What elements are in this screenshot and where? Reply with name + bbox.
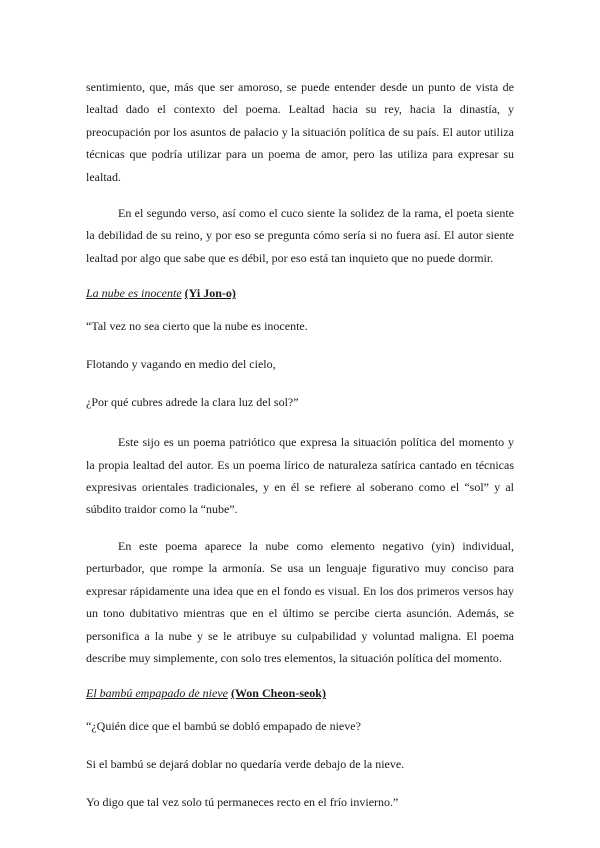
poem-verse: ¿Por qué cubres adrede la clara luz del sol?” <box>86 395 299 410</box>
poem-author: (Won Cheon-seok) <box>230 686 326 701</box>
body-paragraph: En el segundo verso, así como el cuco siente la solidez de la rama, el poeta siente la debilidad de su reino, y por eso se pregunta cómo sería si no fuera así. El autor siente lealtad por algo que sabe que es débil, por eso está tan inquieto que no puede dormir. <box>86 206 514 265</box>
body-paragraph: sentimiento, que, más que ser amoroso, se puede entender desde un punto de vista de lealtad dado el contexto del poema. Lealtad hacia su rey, hacia la dinastía, y preocupación por los asuntos de palacio y la situación política de su país. El autor utiliza técnicas que podría utilizar para un poema de amor, pero las utiliza para expresar su lealtad. <box>86 80 514 184</box>
document-body <box>86 76 514 831</box>
poem-verse: Si el bambú se dejará doblar no quedaría verde debajo de la nieve. <box>86 757 405 772</box>
poem-title: El bambú empapado de nieve <box>86 686 228 701</box>
body-paragraph: Este sijo es un poema patriótico que expresa la situación política del momento y la propia lealtad del autor. Es un poema lírico de naturaleza satírica cantado en técnicas expresivas orientales tradicionales, y en él se refiere al soberano como el “sol” y al súbdito traidor como la “nube”. <box>86 435 514 517</box>
poem-author: (Yi Jon-o) <box>184 286 236 301</box>
section-heading <box>86 283 514 303</box>
poem-verse: Yo digo que tal vez solo tú permaneces recto en el frío invierno.” <box>86 795 399 810</box>
poem-verse: Flotando y vagando en medio del cielo, <box>86 357 276 372</box>
poem-verse: “Tal vez no sea cierto que la nube es inocente. <box>86 319 308 334</box>
poem-verse: “¿Quién dice que el bambú se dobló empapado de nieve? <box>86 719 361 734</box>
poem-title: La nube es inocente <box>86 286 182 301</box>
section-heading <box>86 683 514 703</box>
body-paragraph: En este poema aparece la nube como elemento negativo (yin) individual, perturbador, que rompe la armonía. Se usa un lenguaje figurativo muy conciso para expresar rápidamente una idea que en el fondo es visual. En los dos primeros versos hay un tono dubitativo mientras que en el último se percibe cierta asunción. Además, se personifica a la nube y se le atribuye su culpabilidad y voluntad maligna. El poema describe muy simplemente, con solo tres elementos, la situación política del momento. <box>86 538 514 665</box>
